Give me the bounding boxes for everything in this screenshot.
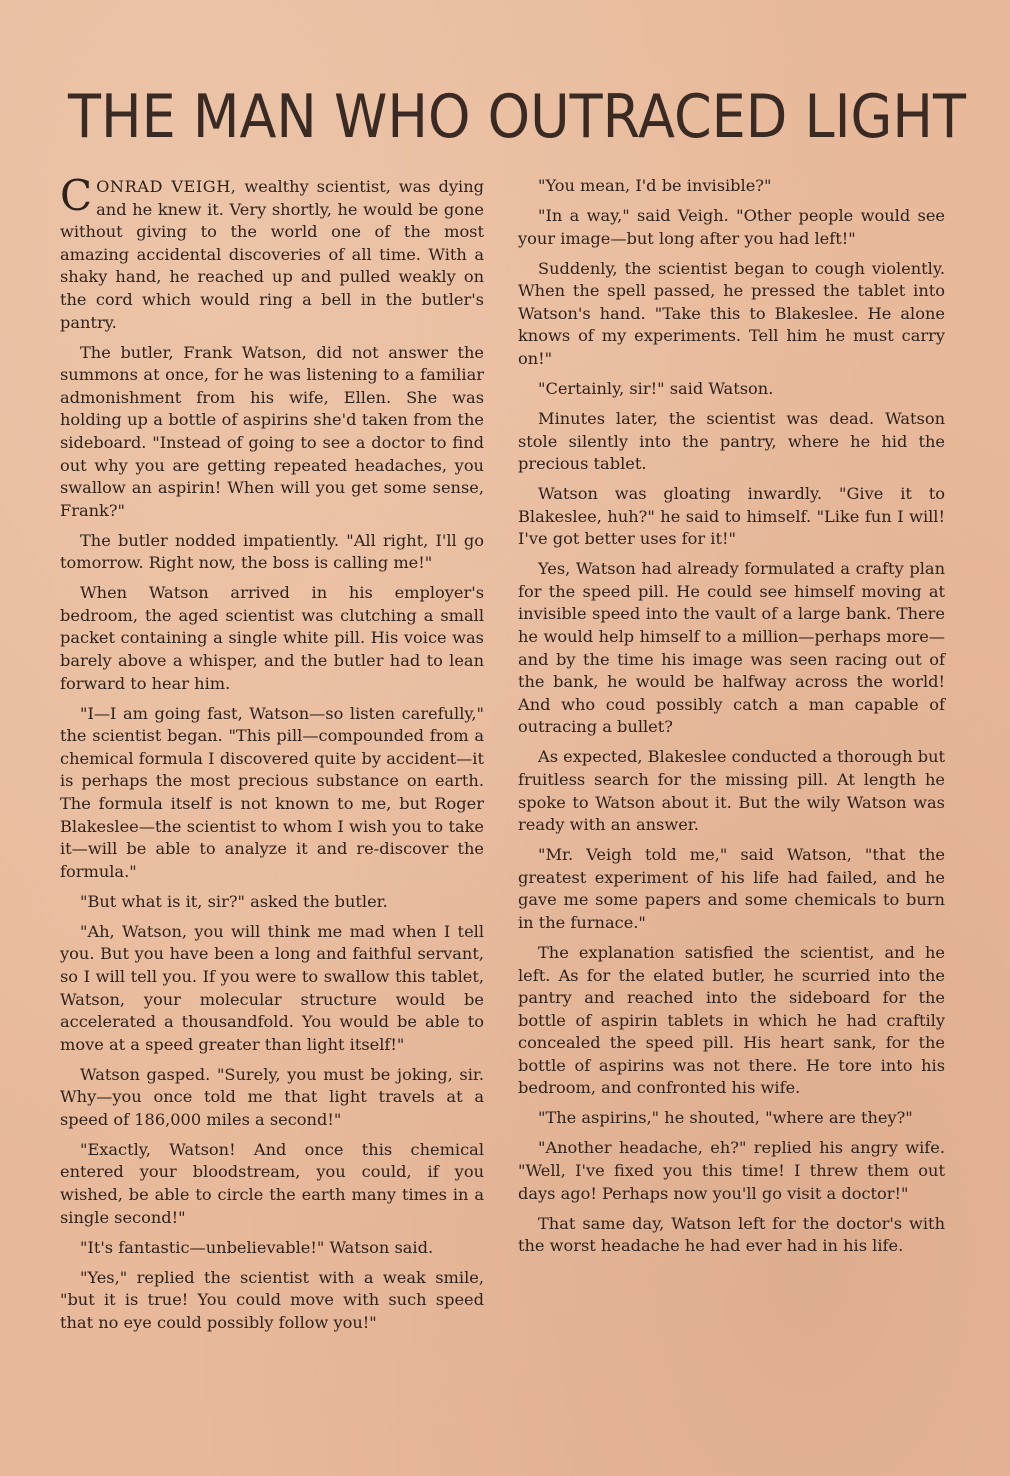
paragraph: The butler, Frank Watson, did not answer the summons at once, for he was listening to a familiar admonishment from his wife, Ellen. She was holding up a bottle of aspirins she'd taken from the sideboard. "Instead of going to see a doctor to find out why you are getting repeated headaches, you swallow an aspirin! When will you get some sense, Frank?": [60, 342, 484, 520]
paragraph: "You mean, I'd be invisible?": [538, 176, 772, 195]
paragraph: The butler nodded impatiently. "All right, I'll go tomorrow. Right now, the boss is calling me!": [60, 530, 484, 573]
paragraph: "Certainly, sir!" said Watson.: [538, 378, 774, 398]
paragraph: "Another headache, eh?" replied his angry wife. "Well, I've fixed you this time! I threw them out days ago! Perhaps now you'll go visit a doctor!": [518, 1138, 945, 1203]
paragraph: "Exactly, Watson! And once this chemical entered your bloodstream, you could, if you wished, be able to circle the earth many times in a single second!": [60, 1139, 484, 1227]
paragraph: "In a way," said Veigh. "Other people would see your image—but long after you had left!": [518, 205, 945, 248]
page-title: THE MAN WHO OUTRACED LIGHT: [68, 82, 966, 152]
left-column: [60, 171, 484, 1342]
opening-paragraph-text: wealthy scientist, was dying and he knew it. Very shortly, he would be gone without giving to the world one of the most amazing accidental discoveries of all time. With a shaky hand, he reached up and pulled weakly on the cord which would ring a bell in the butler's pantry.: [60, 177, 484, 332]
paragraph: When Watson arrived in his employer's bedroom, the aged scientist was clutching a small packet containing a single white pill. His voice was barely above a whisper, and the butler had to lean forward to hear him.: [60, 583, 484, 693]
paragraph: "The aspirins," he shouted, "where are they?": [538, 1108, 913, 1128]
paragraph: Yes, Watson had already formulated a crafty plan for the speed pill. He could see himself moving at invisible speed into the vault of a large bank. There he would help himself to a million—perhaps more—and by the time his image was seen racing out of the bank, he would be halfway across the world! And who coud possibly catch a man capable of outracing a bullet?: [518, 559, 945, 737]
paragraph: Watson was gloating inwardly. "Give it to Blakeslee, huh?" he said to himself. "Like fun I will! I've got better uses for it!": [518, 484, 945, 549]
drop-cap: C: [60, 171, 93, 220]
right-column: [518, 175, 945, 1265]
paragraph: As expected, Blakeslee conducted a thorough but fruitless search for the missing pill. At length he spoke to Watson about it. But the wily Watson was ready with an answer.: [518, 747, 945, 835]
paragraph: "It's fantastic—unbelievable!" Watson said.: [80, 1237, 434, 1257]
paragraph: "Ah, Watson, you will think me mad when I tell you. But you have been a long and faithful servant, so I will tell you. If you were to swallow this tablet, Watson, your molecular structure would be accelerated a thousandfold. You would be able to move at a speed greater than light itself!": [60, 921, 484, 1054]
paragraph: "But what is it, sir?" asked the butler.: [80, 891, 388, 911]
paragraph: "Mr. Veigh told me," said Watson, "that the greatest experiment of his life had failed, and he gave me some papers and some chemicals to burn in the furnace.": [518, 845, 945, 932]
paragraph: The explanation satisfied the scientist, and he left. As for the elated butler, he scurried into the pantry and reached into the sideboard for the bottle of aspirin tablets in which he had craftily concealed the speed pill. His heart sank, for the bottle of aspirins was not there. He tore into his bedroom, and confronted his wife.: [518, 942, 945, 1098]
paragraph: That same day, Watson left for the doctor's with the worst headache he had ever had in his life.: [518, 1213, 945, 1256]
opening-paragraph: [60, 171, 484, 334]
paragraph: Minutes later, the scientist was dead. Watson stole silently into the pantry, where he hid the precious tablet.: [518, 408, 945, 474]
paragraph: "I—I am going fast, Watson—so listen carefully," the scientist began. "This pill—compounded from a chemical formula I discovered quite by accident—it is perhaps the most precious substance on earth. The formula itself is not known to me, but Roger Blakeslee—the scientist to whom I wish you to take it—will be able to analyze it and re-discover the formula.": [60, 703, 484, 881]
paragraph: "Yes," replied the scientist with a weak smile, "but it is true! You could move with such speed that no eye could possibly follow you!": [60, 1267, 484, 1332]
paragraph: Suddenly, the scientist began to cough violently. When the spell passed, he pressed the tablet into Watson's hand. "Take this to Blakeslee. He alone knows of my experiments. Tell him he must carry on!": [518, 258, 945, 368]
paragraph: Watson gasped. "Surely, you must be joking, sir. Why—you once told me that light travels at a speed of 186,000 miles a second!": [60, 1064, 484, 1129]
lead-in-caps: ONRAD VEIGH,: [96, 177, 237, 196]
